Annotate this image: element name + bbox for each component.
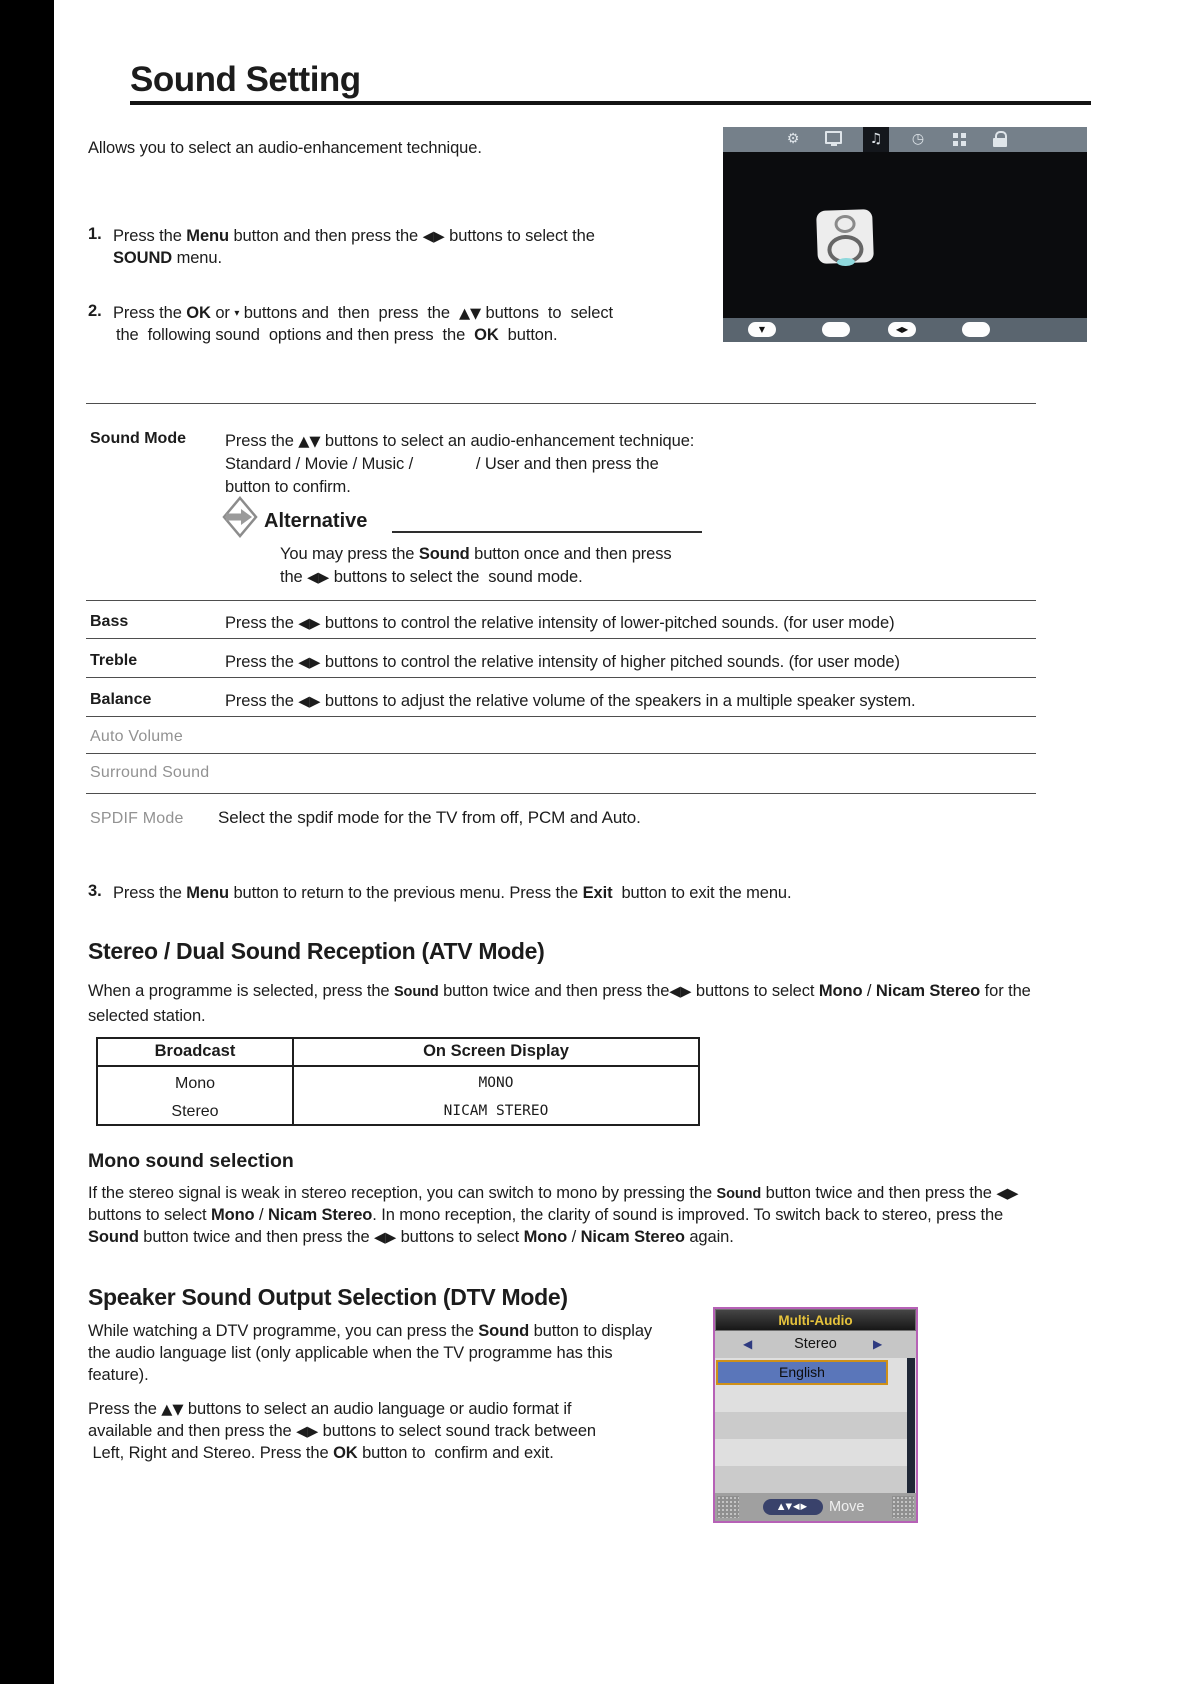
atv-line1: When a programme is selected, press the Sound button twice and then press the◀▶ buttons to select Mono / Nicam Stereo for the [88,982,1031,1000]
mono-selection-heading: Mono sound selection [88,1150,294,1172]
table-cell: NICAM STEREO [443,1103,549,1119]
table-header-osd: On Screen Display [423,1042,569,1060]
option-label-sound-mode: Sound Mode [90,430,186,447]
dtv-p1-line3: feature). [88,1366,149,1384]
move-label: Move [829,1499,865,1515]
blank-button [822,322,850,337]
intro-text: Allows you to select an audio-enhancement technique. [88,139,482,157]
dialog-title: Multi-Audio [715,1309,916,1331]
selected-track-label: Stereo [794,1336,837,1352]
divider [86,753,1036,754]
grid-icon [948,127,972,152]
option-label-bass: Bass [90,613,129,630]
divider [86,793,1036,794]
step3-line: Press the Menu button to return to the previous menu. Press the Exit button to exit the menu. [113,884,792,902]
dtv-section-heading: Speaker Sound Output Selection (DTV Mode) [88,1284,568,1310]
down-arrow-button: ▼ [748,322,776,337]
dtv-p2-line3: Left, Right and Stereo. Press the OK button to confirm and exit. [88,1444,554,1462]
left-right-button: ◀▶ [888,322,916,337]
atv-line2: selected station. [88,1007,206,1025]
option-label-auto-volume: Auto Volume [90,728,183,745]
table-header-divider [98,1065,698,1067]
table-cell: MONO [478,1075,514,1091]
option-label-treble: Treble [90,652,138,669]
tv-menu-screenshot [723,127,1087,342]
divider [86,638,1036,639]
balance-desc: Press the ◀▶ buttons to adjust the relative volume of the speakers in a multiple speaker system. [225,692,916,710]
alternative-heading: Alternative [264,510,368,532]
alternative-line1: You may press the Sound button once and then press [280,545,672,563]
selected-language-row: English [716,1360,888,1385]
treble-desc: Press the ◀▶ buttons to control the relative intensity of higher pitched sounds. (for user mode) [225,653,900,671]
table-cell: Stereo [171,1103,219,1120]
table-header-broadcast: Broadcast [154,1042,236,1060]
alternative-line2: the ◀▶ buttons to select the sound mode. [280,568,583,586]
speaker-icon [816,209,874,264]
step1-line1: Press the Menu button and then press the ◀▶ buttons to select the [113,227,595,245]
step1-line2: SOUND menu. [113,249,222,267]
dtv-p2-line1: Press the ▲▼ buttons to select an audio language or audio format if [88,1400,572,1418]
divider [86,716,1036,717]
nav-arrows-pill: ▲▼◀▶ [763,1499,823,1515]
dtv-p1-line1: While watching a DTV programme, you can press the Sound button to display [88,1322,653,1340]
step2-line2: the following sound options and then press the OK button. [116,326,558,344]
divider [86,677,1036,678]
bass-desc: Press the ◀▶ buttons to control the relative intensity of lower-pitched sounds. (for user mode) [225,614,895,632]
blank-button [962,322,990,337]
dtv-p1-line2: the audio language list (only applicable when the TV programme has this [88,1344,613,1362]
step-number: 3. [88,882,102,900]
gear-icon: ⚙ [786,131,800,147]
empty-list-row [715,1385,908,1412]
empty-list-row [715,1439,908,1466]
display-icon [822,127,846,152]
broadcast-table [96,1037,700,1126]
dialog-bottom-bar [715,1493,916,1521]
divider [86,600,1036,601]
page-title: Sound Setting [130,60,361,99]
empty-list-row [715,1412,908,1439]
clock-icon: ◷ [911,131,925,147]
atv-section-heading: Stereo / Dual Sound Reception (ATV Mode) [88,938,545,964]
lock-icon [988,127,1012,152]
option-label-spdif-mode: SPDIF Mode [90,810,184,827]
option-label-balance: Balance [90,691,152,708]
scan-black-edge [0,0,54,1684]
tv-menu-button-bar [723,318,1087,342]
audio-track-selector-row [715,1331,916,1358]
music-note-icon: ♫ [863,127,889,152]
option-label-surround-sound: Surround Sound [90,764,210,781]
mono-line2: buttons to select Mono / Nicam Stereo. In mono reception, the clarity of sound is improved. To switch back to stereo, press the [88,1206,1004,1224]
title-underline [130,101,1091,105]
dtv-p2-line2: available and then press the ◀▶ buttons to select sound track between [88,1422,596,1440]
step-number: 2. [88,302,102,320]
alternative-icon [222,496,258,543]
sound-mode-desc2: Standard / Movie / Music / / User and then press the [225,455,659,473]
mono-line1: If the stereo signal is weak in stereo reception, you can switch to mono by pressing the Sound button twice and then press the ◀▶ [88,1184,1019,1202]
scrollbar [907,1358,915,1493]
tv-menu-icon-bar [723,127,1087,152]
empty-list-row [715,1466,908,1493]
step2-line1: Press the OK or ▾ buttons and then press the ▲▼ buttons to select [113,304,613,322]
texture-square-right [892,1496,914,1518]
multi-audio-dialog [713,1307,918,1523]
right-arrow-icon: ▶ [873,1337,883,1351]
alternative-underline [392,531,702,533]
divider [86,403,1036,404]
speaker-glow [837,258,855,267]
texture-square-left [717,1496,739,1518]
sound-mode-desc3: button to confirm. [225,478,351,496]
sound-mode-desc1: Press the ▲▼ buttons to select an audio-enhancement technique: [225,432,695,450]
step-number: 1. [88,225,102,243]
mono-line3: Sound button twice and then press the ◀▶ buttons to select Mono / Nicam Stereo again. [88,1228,734,1246]
table-cell: Mono [174,1075,216,1092]
left-arrow-icon: ◀ [743,1337,753,1351]
speaker-tweeter [834,215,856,234]
spdif-desc: Select the spdif mode for the TV from off, PCM and Auto. [218,808,641,827]
